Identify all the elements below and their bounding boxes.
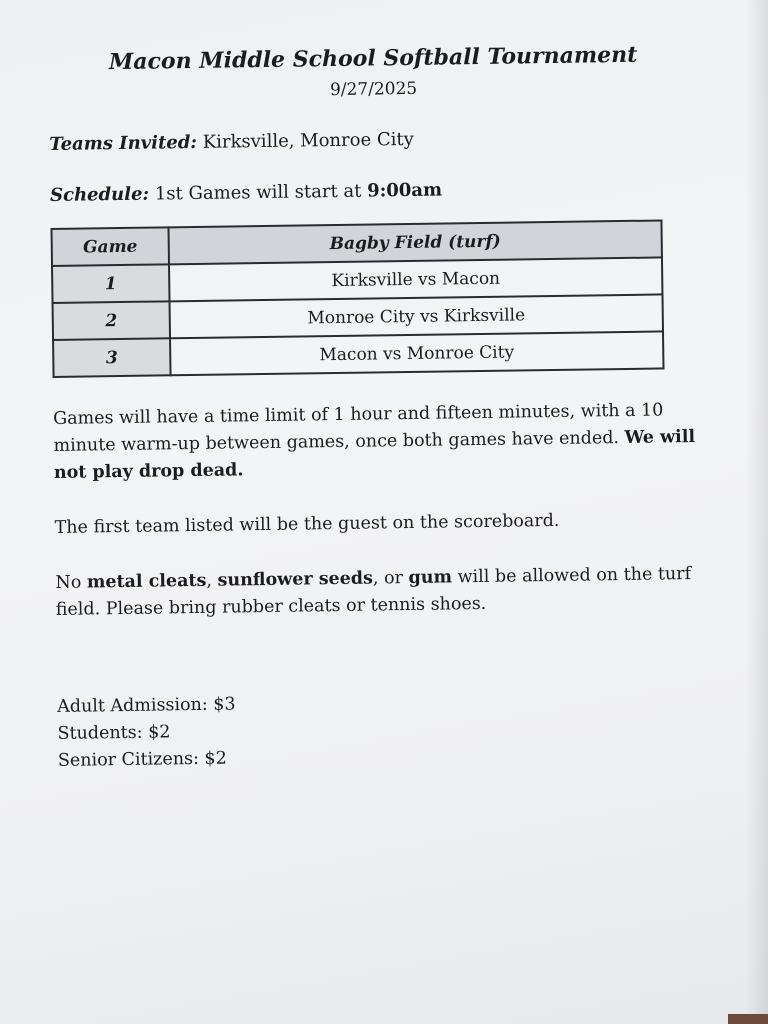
metal-cleats-text: metal cleats (86, 570, 207, 593)
admission-students: Students: $2 (57, 722, 171, 744)
table-row (53, 331, 663, 377)
page-title: Macon Middle School Softball Tournament (108, 41, 638, 76)
sunflower-seeds-text: sunflower seeds (217, 568, 374, 591)
admission-list (57, 685, 708, 775)
game-matchup: Kirksville vs Macon (169, 257, 662, 301)
teams-value: Kirksville, Monroe City (202, 128, 414, 153)
schedule-time: 9:00am (366, 179, 443, 202)
gum-text: gum (408, 567, 453, 589)
schedule-line (50, 176, 700, 206)
no-text: No (55, 572, 82, 593)
desk-corner (728, 1014, 768, 1024)
admission-seniors: Senior Citizens: $2 (57, 748, 227, 771)
schedule-label: Schedule: (49, 183, 150, 206)
time-limit-text: Games will have a time limit of 1 hour and fifteen minutes, with a 10 minute warm-up between games, once both games have ended. (53, 400, 664, 456)
schedule-table (50, 219, 664, 378)
turf-text: will be allowed on the turf field. Please bring rubber cleats or tennis shoes. (55, 564, 692, 620)
drop-dead-text: We will not play drop dead. (53, 427, 696, 483)
game-number: 1 (52, 264, 170, 303)
or-text: , or (372, 568, 404, 589)
column-header-game: Game (51, 227, 169, 266)
schedule-text: 1st Games will start at (154, 180, 362, 205)
teams-label: Teams Invited: (49, 131, 198, 155)
column-header-field: Bagby Field (turf) (168, 220, 661, 264)
time-limit-paragraph (53, 397, 704, 487)
comma-text: , (206, 570, 213, 591)
event-date: 9/27/2025 (329, 78, 418, 101)
turf-rules-paragraph (55, 561, 706, 624)
paper-shadow-edge (746, 0, 768, 1024)
flyer-content (48, 41, 708, 775)
admission-adult: Adult Admission: $3 (57, 694, 236, 717)
guest-paragraph: The first team listed will be the guest on the scoreboard. (54, 510, 560, 538)
game-matchup: Monroe City vs Kirksville (170, 294, 663, 338)
game-number: 2 (53, 301, 171, 340)
teams-invited (49, 125, 699, 155)
game-number: 3 (53, 338, 171, 377)
game-matchup: Macon vs Monroe City (170, 331, 663, 375)
